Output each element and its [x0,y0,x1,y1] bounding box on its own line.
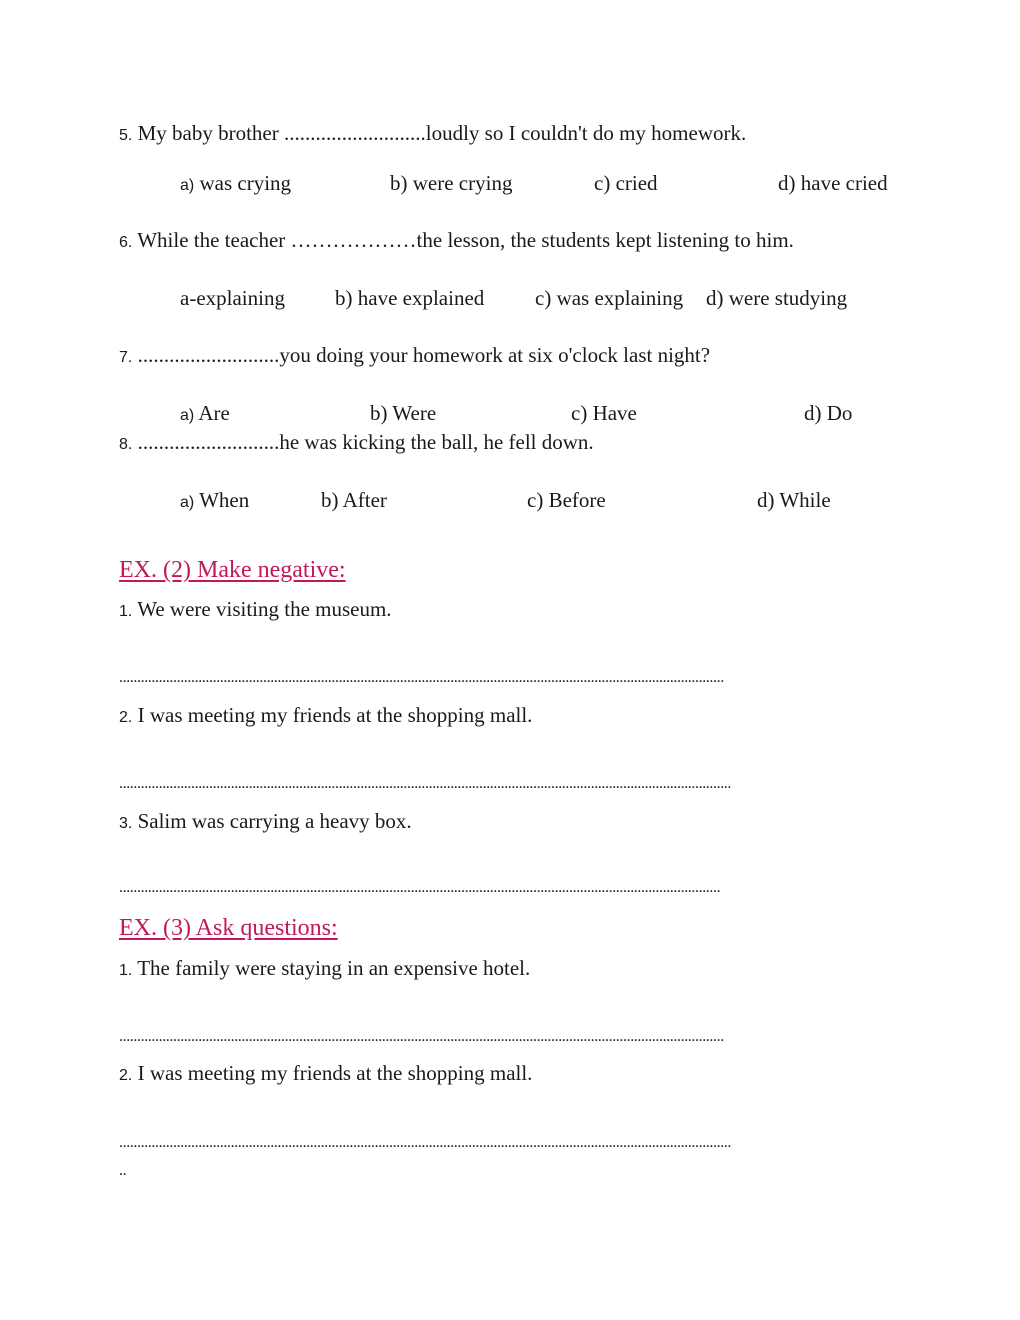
ex2-item-2 [119,702,532,731]
item-number: 2. [119,1067,133,1084]
item-number: 2. [119,709,133,726]
item-number: 3. [119,815,133,832]
item-text: We were visiting the museum. [137,597,392,621]
q8-option-a [180,487,249,516]
question-text: My baby brother ...........................loudly so I couldn't do my homework. [137,121,747,145]
option-text: When [199,488,250,512]
question-text: ...........................he was kicking the ball, he fell down. [137,430,594,454]
item-text: Salim was carrying a heavy box. [137,809,412,833]
option-text: was crying [199,171,292,195]
question-8 [119,429,594,458]
ex3-item-2 [119,1060,532,1089]
question-6 [119,227,794,256]
item-number: 1. [119,603,133,620]
ex3-heading: EX. (3) Ask questions: [119,915,338,941]
item-text: I was meeting my friends at the shopping mall. [137,703,533,727]
question-number: 6. [119,234,133,251]
q5-option-b: b) were crying [390,171,513,195]
item-text: I was meeting my friends at the shopping mall. [137,1061,533,1085]
question-number: 8. [119,436,133,453]
question-text: While the teacher ………………the lesson, the students kept listening to him. [137,228,794,252]
q6-option-a: a-explaining [180,286,285,310]
ex3-item-1 [119,955,530,984]
option-label: a) [180,177,195,194]
q8-option-d: d) While [757,488,831,512]
item-number: 1. [119,962,133,979]
option-label: a) [180,407,195,424]
question-7 [119,342,710,371]
question-number: 7. [119,349,133,366]
option-label: a) [180,494,195,511]
answer-line[interactable]: .......................................................................................................................................................................... [119,1134,732,1151]
q8-option-b: b) After [321,488,387,512]
q6-option-c: c) was explaining [535,286,684,310]
question-text: ...........................you doing your homework at six o'clock last night? [137,343,711,367]
q5-option-c: c) cried [594,171,658,195]
q8-option-c: c) Before [527,488,606,512]
q5-option-a [180,170,291,199]
q7-option-a [180,400,230,429]
q7-option-c: c) Have [571,401,637,425]
q5-option-d: d) have cried [778,171,888,195]
question-5 [119,120,746,149]
answer-line[interactable]: ........................................................................................................................................................................ [119,669,724,686]
answer-line[interactable]: ....................................................................................................................................................................... [119,879,721,896]
ex2-item-3 [119,808,412,837]
q7-option-b: b) Were [370,401,437,425]
q6-option-d: d) were studying [706,286,848,310]
answer-line-tail: .. [119,1162,127,1179]
question-number: 5. [119,127,133,144]
ex2-heading: EX. (2) Make negative: [119,557,346,583]
option-text: Are [198,401,230,425]
q6-option-b: b) have explained [335,286,485,310]
answer-line[interactable]: .......................................................................................................................................................................... [119,775,732,792]
answer-line[interactable]: ........................................................................................................................................................................ [119,1028,724,1045]
q7-option-d: d) Do [804,401,853,425]
ex2-item-1 [119,596,392,625]
item-text: The family were staying in an expensive hotel. [137,956,531,980]
